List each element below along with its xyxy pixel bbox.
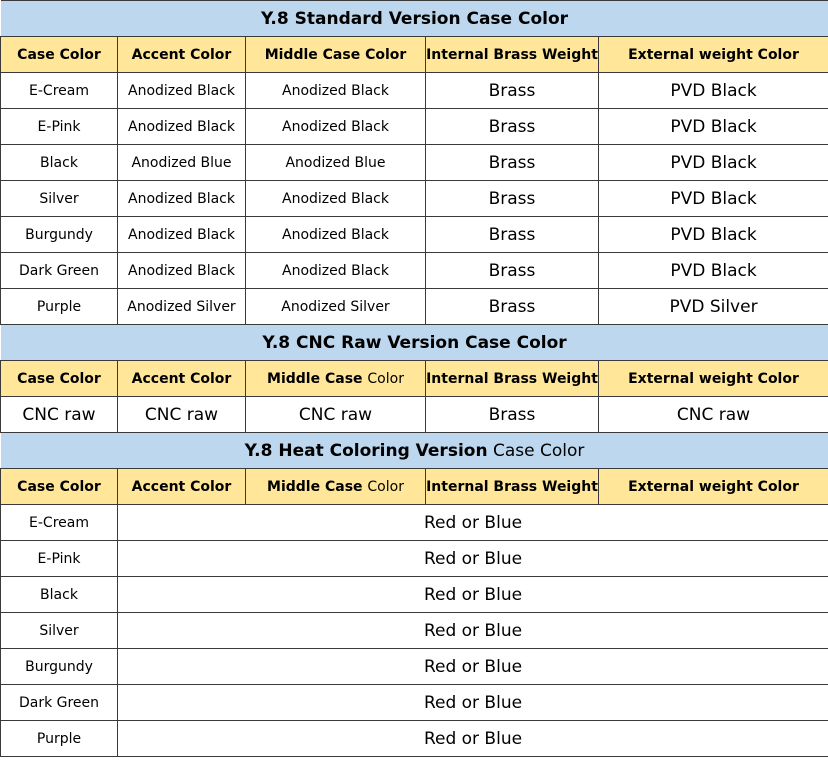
cell-heat-color: Red or Blue	[118, 649, 828, 685]
cell-heat-color: Red or Blue	[118, 613, 828, 649]
table-row	[1, 109, 828, 145]
table-row	[1, 721, 828, 757]
table-row	[1, 577, 828, 613]
table-row	[1, 253, 828, 289]
cell-internal-weight: Brass	[426, 181, 599, 217]
cell-middle-case-color: Anodized Black	[246, 217, 426, 253]
header-case-color: Case Color	[1, 37, 118, 73]
cell-middle-case-color: Anodized Black	[246, 109, 426, 145]
table-row	[1, 505, 828, 541]
cell-middle-case-color: Anodized Black	[246, 73, 426, 109]
cell-internal-weight: Brass	[426, 217, 599, 253]
cell-heat-color: Red or Blue	[118, 685, 828, 721]
cell-case-color: E-Cream	[1, 505, 118, 541]
header-row	[1, 361, 828, 397]
header-case-color: Case Color	[1, 469, 118, 505]
cell-middle-case-color: Anodized Silver	[246, 289, 426, 325]
cell-heat-color: Red or Blue	[118, 541, 828, 577]
cell-case-color: Dark Green	[1, 253, 118, 289]
cell-external-weight-color: PVD Black	[599, 181, 828, 217]
cell-internal-weight: Brass	[426, 109, 599, 145]
header-middle-case-color	[246, 469, 426, 505]
cell-case-color: Black	[1, 145, 118, 181]
cell-middle-case-color: Anodized Black	[246, 253, 426, 289]
cell-internal-weight: Brass	[426, 397, 599, 433]
cell-internal-weight: Brass	[426, 73, 599, 109]
header-internal-brass-weight: Internal Brass Weight	[426, 469, 599, 505]
cell-external-weight-color: PVD Silver	[599, 289, 828, 325]
header-external-weight-color: External weight Color	[599, 37, 828, 73]
table-row	[1, 145, 828, 181]
cell-middle-case-color: CNC raw	[246, 397, 426, 433]
heat-title	[1, 433, 828, 469]
header-accent-color: Accent Color	[118, 37, 246, 73]
header-middle-case-color	[246, 361, 426, 397]
cell-accent-color: Anodized Blue	[118, 145, 246, 181]
header-internal-brass-weight: Internal Brass Weight	[426, 37, 599, 73]
cell-case-color: CNC raw	[1, 397, 118, 433]
cell-middle-case-color: Anodized Blue	[246, 145, 426, 181]
cell-case-color: Dark Green	[1, 685, 118, 721]
header-external-weight-color: External weight Color	[599, 469, 828, 505]
header-case-color: Case Color	[1, 361, 118, 397]
cell-accent-color: CNC raw	[118, 397, 246, 433]
cell-internal-weight: Brass	[426, 289, 599, 325]
header-row	[1, 37, 828, 73]
cell-external-weight-color: PVD Black	[599, 253, 828, 289]
cell-case-color: E-Cream	[1, 73, 118, 109]
header-color-word: Color	[367, 370, 404, 387]
cell-case-color: Silver	[1, 613, 118, 649]
table-row	[1, 649, 828, 685]
header-external-weight-color: External weight Color	[599, 361, 828, 397]
table-row	[1, 289, 828, 325]
cell-case-color: E-Pink	[1, 109, 118, 145]
header-internal-brass-weight: Internal Brass Weight	[426, 361, 599, 397]
cell-accent-color: Anodized Silver	[118, 289, 246, 325]
cell-case-color: Black	[1, 577, 118, 613]
cell-heat-color: Red or Blue	[118, 505, 828, 541]
cell-case-color: Burgundy	[1, 649, 118, 685]
section-title-row	[1, 1, 828, 37]
cell-external-weight-color: CNC raw	[599, 397, 828, 433]
table-row	[1, 541, 828, 577]
cell-accent-color: Anodized Black	[118, 253, 246, 289]
header-color-word: Color	[367, 478, 404, 495]
cell-case-color: E-Pink	[1, 541, 118, 577]
table-row	[1, 181, 828, 217]
table-row	[1, 613, 828, 649]
cell-middle-case-color: Anodized Black	[246, 181, 426, 217]
cell-accent-color: Anodized Black	[118, 217, 246, 253]
table-row	[1, 217, 828, 253]
table-row	[1, 73, 828, 109]
cell-accent-color: Anodized Black	[118, 73, 246, 109]
cell-heat-color: Red or Blue	[118, 721, 828, 757]
header-accent-color: Accent Color	[118, 361, 246, 397]
header-middle-case-word: Middle Case	[267, 478, 363, 495]
cell-heat-color: Red or Blue	[118, 577, 828, 613]
standard-title: Y.8 Standard Version Case Color	[1, 1, 828, 37]
table-row	[1, 397, 828, 433]
cell-accent-color: Anodized Black	[118, 109, 246, 145]
cell-external-weight-color: PVD Black	[599, 145, 828, 181]
cell-case-color: Purple	[1, 289, 118, 325]
table-row	[1, 685, 828, 721]
section-title-row	[1, 433, 828, 469]
header-middle-case-color: Middle Case Color	[246, 37, 426, 73]
cell-case-color: Purple	[1, 721, 118, 757]
cell-accent-color: Anodized Black	[118, 181, 246, 217]
cell-internal-weight: Brass	[426, 253, 599, 289]
heat-title-normal: Case Color	[492, 440, 585, 461]
heat-title-bold: Y.8 Heat Coloring Version	[244, 440, 488, 461]
cnc-title: Y.8 CNC Raw Version Case Color	[1, 325, 828, 361]
cell-external-weight-color: PVD Black	[599, 109, 828, 145]
cell-internal-weight: Brass	[426, 145, 599, 181]
cell-external-weight-color: PVD Black	[599, 217, 828, 253]
section-title-row	[1, 325, 828, 361]
header-accent-color: Accent Color	[118, 469, 246, 505]
header-middle-case-word: Middle Case	[267, 370, 363, 387]
cell-external-weight-color: PVD Black	[599, 73, 828, 109]
header-row	[1, 469, 828, 505]
cell-case-color: Silver	[1, 181, 118, 217]
cell-case-color: Burgundy	[1, 217, 118, 253]
